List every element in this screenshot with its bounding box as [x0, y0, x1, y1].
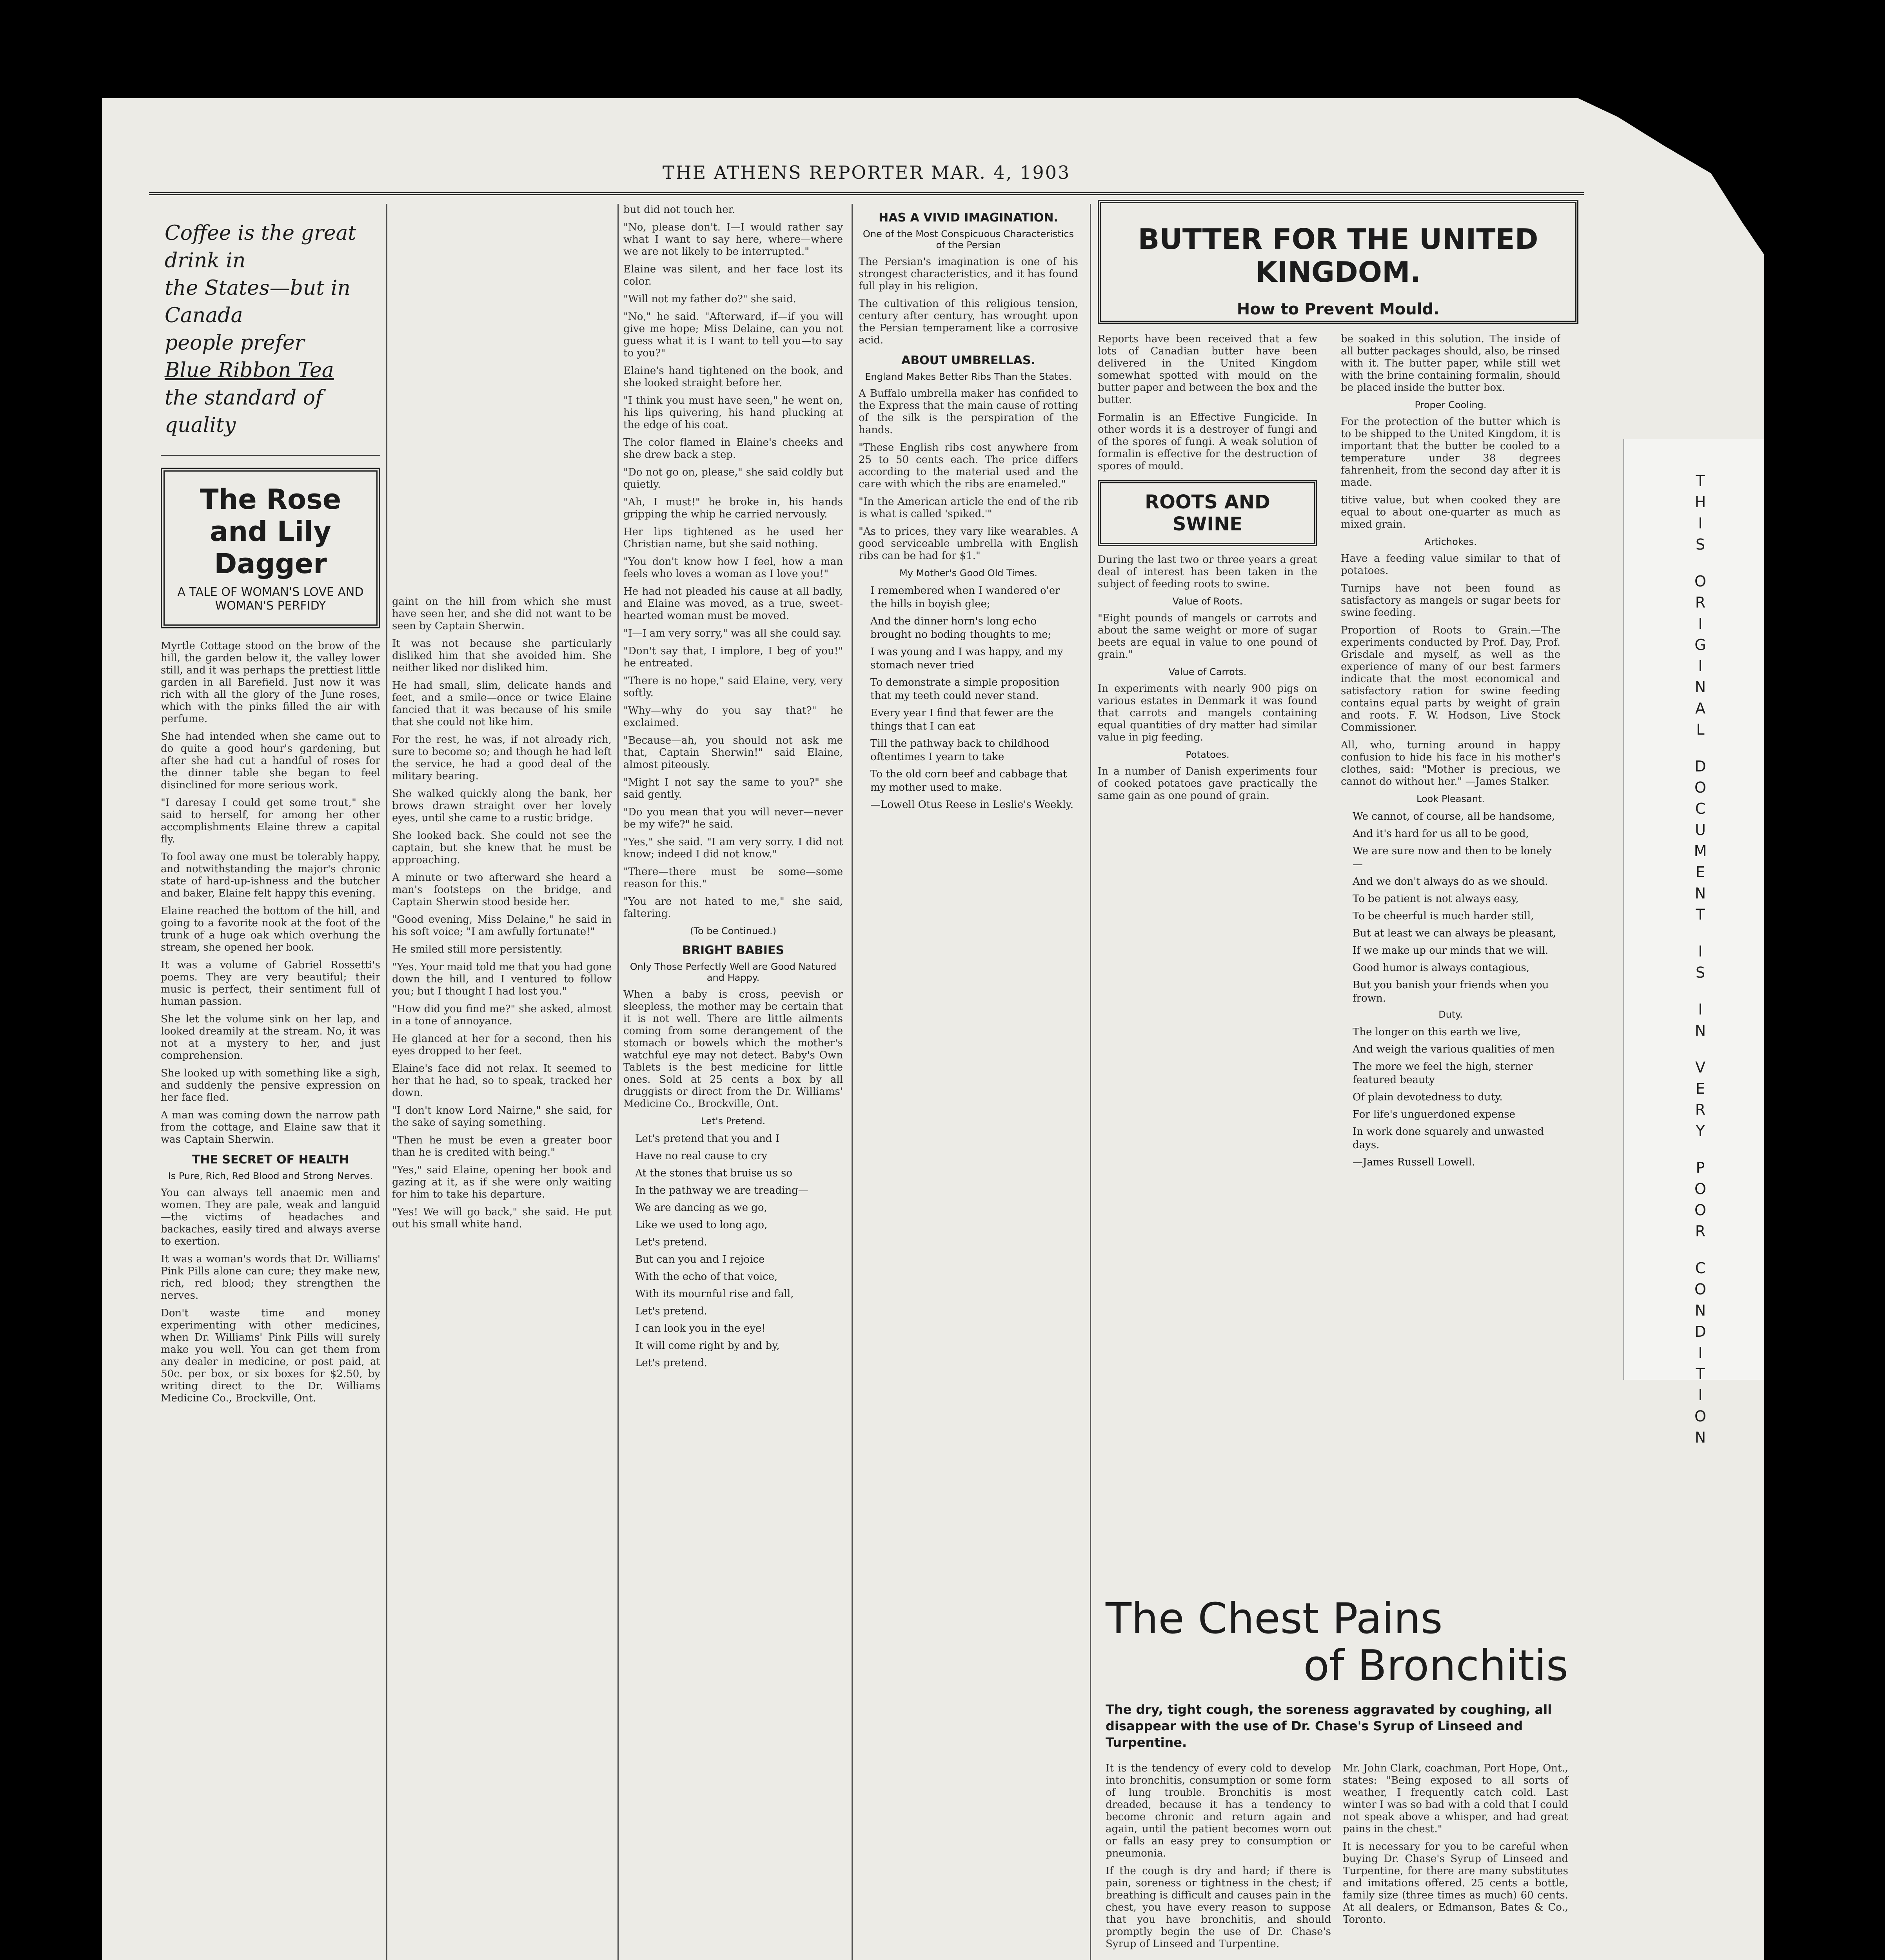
- poem-line: And the dinner horn's long echo brought no boding thoughts to me;: [870, 615, 1051, 641]
- poem-line: We cannot, of course, all be handsome,: [1353, 811, 1555, 822]
- poem-line: Let's pretend.: [635, 1236, 707, 1248]
- poem-line: Till the pathway back to childhood oftentimes I yearn to take: [870, 738, 1049, 763]
- butter-title-box: [1098, 200, 1578, 324]
- paragraph: The cultivation of this religious tension, century after century, has wrought upon the Persian temperament like a corrosive acid.: [859, 298, 1078, 346]
- paragraph: "Yes! We will go back," she said. He put out his small white hand.: [392, 1206, 612, 1230]
- poem-line: Have no real cause to cry: [635, 1150, 767, 1162]
- paragraph: "There is no hope," said Elaine, very, very softly.: [623, 675, 843, 699]
- poem-line: Let's pretend.: [635, 1357, 707, 1369]
- paragraph: During the last two or three years a great deal of interest has been taken in the subject of feeding roots to swine.: [1098, 554, 1317, 590]
- butter-subtitle: How to Prevent Mould.: [1237, 300, 1440, 318]
- paragraph: "Do you mean that you will never—never be my wife?" he said.: [623, 806, 843, 830]
- bronchitis-col-right: [1343, 1762, 1568, 1956]
- paragraph: A man was coming down the narrow path from the cottage, and Elaine saw that it was Captain Sherwin.: [161, 1109, 380, 1145]
- paragraph: Have a feeding value similar to that of potatoes.: [1341, 553, 1560, 577]
- notice-word: D O C U M E N T: [1694, 758, 1708, 923]
- column-5: [1098, 333, 1317, 1580]
- poem-line: I can look you in the eye!: [635, 1323, 766, 1334]
- ad-brand: Blue Ribbon Tea: [165, 359, 334, 382]
- newspaper-page: [102, 98, 1764, 1960]
- secret-health-headline: THE SECRET OF HEALTH: [192, 1153, 349, 1167]
- poem-line: We are dancing as we go,: [635, 1202, 767, 1214]
- poem-line: And we don't always do as we should.: [1353, 876, 1548, 887]
- old-times-title: My Mother's Good Old Times.: [899, 568, 1038, 579]
- paragraph: "Why—why do you say that?" he exclaimed.: [623, 705, 843, 729]
- paragraph: It is the tendency of every cold to develop into bronchitis, consumption or some form of lung trouble. Bronchitis is most dreaded, because it has a tendency to become chronic and return again and again, until the patient becomes worn out or falls an easy prey to consumption or pneumonia.: [1106, 1762, 1331, 1859]
- poem-line: To demonstrate a simple proposition that my teeth could never stand.: [870, 677, 1060, 702]
- paragraph: Myrtle Cottage stood on the brow of the hill, the garden below it, the valley lower still, and it was perhaps the prettiest little garden in all Barefield. Just now it was rich with all the glory of the June roses, which with the pinks filled the air with perfume.: [161, 640, 380, 725]
- poem-line: But you banish your friends when you frown.: [1353, 979, 1549, 1004]
- column-rule: [386, 204, 387, 1960]
- column-1: [161, 204, 380, 1960]
- paragraph: "Good evening, Miss Delaine," he said in his soft voice; "I am awfully fortunate!": [392, 914, 612, 938]
- paragraph: "How did you find me?" she asked, almost in a tone of annoyance.: [392, 1003, 612, 1027]
- poem-line: In work done squarely and unwasted days.: [1353, 1126, 1544, 1151]
- paragraph: "Yes," said Elaine, opening her book and gazing at it, as if she were only waiting for him to take his departure.: [392, 1164, 612, 1200]
- bronchitis-ad: [1106, 1595, 1568, 1956]
- poem-line: And weigh the various qualities of men: [1353, 1044, 1555, 1055]
- bronchitis-col-left: [1106, 1762, 1331, 1956]
- paragraph: "Because—ah, you should not ask me that, Captain Sherwin!" said Elaine, almost piteously.: [623, 735, 843, 771]
- paragraph: "Don't say that, I implore, I beg of you!" he entreated.: [623, 645, 843, 669]
- paragraph: "In the American article the end of the rib is what is called 'spiked.'": [859, 496, 1078, 520]
- paragraph: All, who, turning around in happy confusion to hide his face in his mother's clothes, said: "Mother is precious, we cannot do without her." —James Stalker.: [1341, 739, 1560, 788]
- notice-word: I N: [1694, 1001, 1707, 1039]
- poem-line: Good humor is always contagious,: [1353, 962, 1530, 974]
- ad-line: the standard of quality: [165, 386, 323, 437]
- paragraph: "No, please don't. I—I would rather say what I want to say here, where—where we are not likely to be interrupted.": [623, 221, 843, 258]
- paragraph: He had not pleaded his cause at all badly, and Elaine was moved, as a true, sweet-hearted woman must be moved.: [623, 586, 843, 622]
- paragraph: "As to prices, they vary like wearables. A good serviceable umbrella with English ribs can be had for $1.": [859, 526, 1078, 562]
- paragraph: She looked back. She could not see the captain, but she knew that he must be approaching.: [392, 830, 612, 866]
- paragraph: "Will not my father do?" she said.: [623, 293, 796, 305]
- paragraph: In experiments with nearly 900 pigs on various estates in Denmark it was found that carrots and mangels containing equal quantities of dry matter had similar value in pig feeding.: [1098, 683, 1317, 743]
- paragraph: Elaine was silent, and her face lost its color.: [623, 263, 843, 287]
- secret-health-subhead: Is Pure, Rich, Red Blood and Strong Nerves.: [168, 1171, 373, 1181]
- notice-word: C O N D I T I O N: [1694, 1259, 1707, 1446]
- bronchitis-title-line2: of Bronchitis: [1303, 1641, 1568, 1690]
- paragraph: "Eight pounds of mangels or carrots and about the same weight or more of sugar beets are equal in value to one pound of grain.": [1098, 612, 1317, 661]
- poem-line: At the stones that bruise us so: [635, 1167, 792, 1179]
- paragraph: When a baby is cross, peevish or sleepless, the mother may be certain that it is not well. There are little ailments coming from some derangement of the stomach or bowels which the mother's watchful eye may not detect. Baby's Own Tablets is the best medicine for little ones. Sold at 25 cents a box by all druggists or direct from the Dr. Williams' Medicine Co., Brockville, Ont.: [623, 989, 843, 1110]
- notice-word: O R I G I N A L: [1694, 573, 1707, 738]
- paragraph: Elaine's hand tightened on the book, and she looked straight before her.: [623, 365, 843, 389]
- poem-line: The longer on this earth we live,: [1353, 1026, 1521, 1038]
- ad-line: Coffee is the great drink in: [165, 221, 356, 272]
- poem-line: To be patient is not always easy,: [1353, 893, 1519, 905]
- poem-line: If we make up our minds that we will.: [1353, 945, 1549, 956]
- umbrellas-subhead: England Makes Better Ribs Than the States.: [865, 371, 1072, 382]
- paragraph: "I daresay I could get some trout," she said to herself, for among her other accomplishments Elaine threw a capital fly.: [161, 797, 380, 845]
- paragraph: Don't waste time and money experimenting with other medicines, when Dr. Williams' Pink Pills will surely make you well. You can get them from any dealer in medicine, or post paid, at 50c. per box, or six boxes for $2.50, by writing direct to the Dr. Williams Medicine Co., Brockville, Ont.: [161, 1307, 380, 1404]
- paragraph: She walked quickly along the bank, her brows drawn straight over her lovely eyes, until she came to a rustic bridge.: [392, 788, 612, 824]
- poem-line: In the pathway we are treading—: [635, 1185, 808, 1196]
- paragraph: He had small, slim, delicate hands and feet, and a smile—once or twice Elaine fancied that it was because of his smile that she could not like him.: [392, 680, 612, 728]
- paragraph: Her lips tightened as he used her Christian name, but she said nothing.: [623, 526, 843, 550]
- column-rule: [617, 204, 619, 1960]
- paragraph: "I—I am very sorry," was all she could say.: [623, 628, 842, 639]
- poem-line: —James Russell Lowell.: [1353, 1156, 1475, 1168]
- ad-line: the States—but in Canada: [165, 276, 350, 327]
- paragraph: "Might I not say the same to you?" she said gently.: [623, 777, 843, 800]
- poem-line: I remembered when I wandered o'er the hills in boyish glee;: [870, 585, 1060, 610]
- paragraph: "Then he must be even a greater boor than he is credited with being.": [392, 1134, 612, 1158]
- butter-title: BUTTER FOR THE UNITED KINGDOM.: [1138, 223, 1538, 289]
- paragraph: "I don't know Lord Nairne," she said, for the sake of saying something.: [392, 1105, 612, 1129]
- paragraph: Elaine reached the bottom of the hill, and going to a favorite nook at the foot of the trunk of a huge oak which overhung the stream, she opened her book.: [161, 905, 380, 953]
- blue-ribbon-tea-ad: [161, 204, 380, 456]
- notice-word: T H I S: [1694, 472, 1707, 553]
- paragraph: "Yes," she said. "I am very sorry. I did not know; indeed I did not know.": [623, 836, 843, 860]
- paragraph: You can always tell anaemic men and women. They are pale, weak and languid—the victims of headaches and backaches, easily tired and always averse to exertion.: [161, 1187, 380, 1247]
- column-rule: [852, 204, 853, 1960]
- paragraph: It was a volume of Gabriel Rossetti's poems. They are very beautiful; their music is perfect, their sentiment full of human passion.: [161, 959, 380, 1007]
- paragraph: A Buffalo umbrella maker has confided to the Express that the main cause of rotting of the silk is the perspiration of the hands.: [859, 388, 1078, 436]
- notice-word: P O O R: [1694, 1159, 1707, 1240]
- paragraph: It was a woman's words that Dr. Williams' Pink Pills alone can cure; they make new, rich, red blood; they strengthen the nerves.: [161, 1253, 380, 1301]
- column-2: [392, 204, 612, 1960]
- poem-line: Of plain devotedness to duty.: [1353, 1091, 1503, 1103]
- paragraph: Formalin is an Effective Fungicide. In other words it is a destroyer of fungi and of the spores of fungi. A weak solution of formalin is effective for the destruction of spores of mould.: [1098, 412, 1317, 472]
- poem-line: But at least we can always be pleasant,: [1353, 927, 1556, 939]
- paragraph: He glanced at her for a second, then his eyes dropped to her feet.: [392, 1033, 612, 1057]
- value-carrots-title: Value of Carrots.: [1168, 666, 1247, 677]
- paragraph: "There—there must be some—some reason for this.": [623, 866, 843, 890]
- paragraph: A minute or two afterward she heard a man's footsteps on the bridge, and Captain Sherwin stood beside her.: [392, 872, 612, 908]
- story-title: The Rose and Lily Dagger: [200, 483, 341, 580]
- paragraph: In a number of Danish experiments four of cooked potatoes gave practically the same gain as one pound of grain.: [1098, 766, 1317, 802]
- paragraph: "These English ribs cost anywhere from 25 to 50 cents each. The price differs according to the material used and the care with which the ribs are enameled.": [859, 442, 1078, 490]
- bright-babies-headline: BRIGHT BABIES: [682, 944, 784, 957]
- paragraph: titive value, but when cooked they are equal to about one-quarter as much as mixed grain.: [1341, 494, 1560, 530]
- poem-line: Like we used to long ago,: [635, 1219, 768, 1231]
- poem-line: With the echo of that voice,: [635, 1271, 778, 1283]
- poem-line: To the old corn beef and cabbage that my mother used to make.: [870, 768, 1067, 793]
- duty-poem: [1341, 1025, 1560, 1169]
- roots-swine-title: ROOTS AND SWINE: [1098, 480, 1317, 546]
- poem-line: Let's pretend.: [635, 1305, 707, 1317]
- paragraph: If the cough is dry and hard; if there is pain, soreness or tightness in the chest; if breathing is difficult and causes pain in the chest, you have every reason to suppose that you have bronchitis, and should promptly begin the use of Dr. Chase's Syrup of Linseed and Turpentine.: [1106, 1865, 1331, 1950]
- poem-line: The more we feel the high, sterner featured beauty: [1353, 1061, 1533, 1086]
- paragraph: "I think you must have seen," he went on, his lips quivering, his hand plucking at the edge of his coat.: [623, 395, 843, 431]
- rose-lily-title-box: [161, 468, 380, 628]
- column-rule: [1090, 204, 1091, 1960]
- poem-line: Every year I find that fewer are the things that I can eat: [870, 707, 1054, 732]
- poem-line: We are sure now and then to be lonely—: [1353, 845, 1552, 870]
- paragraph: "You don't know how I feel, how a man feels who loves a woman as I love you!": [623, 556, 843, 580]
- duty-title: Duty.: [1438, 1009, 1463, 1020]
- paragraph: For the rest, he was, if not already rich, sure to become so; and though he had left the service, he had a good deal of the military bearing.: [392, 734, 612, 782]
- paragraph: "Yes. Your maid told me that you had gone down the hill, and I ventured to follow you; but I thought I had lost you.": [392, 961, 612, 997]
- paragraph: gaint on the hill from which she must have seen her, and she did not want to be seen by Captain Sherwin.: [392, 596, 612, 632]
- look-pleasant-title: Look Pleasant.: [1416, 793, 1485, 804]
- poem-line: To be cheerful is much harder still,: [1353, 910, 1534, 922]
- paragraph: He smiled still more persistently.: [392, 944, 563, 955]
- column-6: [1341, 333, 1560, 1580]
- paragraph: Turnips have not been found as satisfactory as mangels or sugar beets for swine feeding.: [1341, 583, 1560, 619]
- paragraph: She had intended when she came out to do quite a good hour's gardening, but after she had cut a handful of roses for the dinner table she began to feel disinclined for more serious work.: [161, 731, 380, 791]
- paragraph: The color flamed in Elaine's cheeks and she drew back a step.: [623, 437, 843, 461]
- bright-babies-subhead: Only Those Perfectly Well are Good Natured and Happy.: [630, 961, 837, 983]
- vivid-imagination-headline: HAS A VIVID IMAGINATION.: [879, 211, 1058, 225]
- poem-line: Let's pretend that you and I: [635, 1133, 779, 1145]
- poor-condition-note: [1623, 439, 1764, 1446]
- vertical-notice: [1624, 470, 1764, 1464]
- potatoes-title: Potatoes.: [1186, 749, 1229, 760]
- proper-cooling-title: Proper Cooling.: [1415, 399, 1487, 410]
- old-times-poem: [859, 584, 1078, 811]
- poem-line: And it's hard for us all to be good,: [1353, 828, 1529, 840]
- story-subtitle: A TALE OF WOMAN'S LOVE AND WOMAN'S PERFIDY: [177, 585, 364, 613]
- poem-line: But can you and I rejoice: [635, 1254, 765, 1265]
- continued-note: (To be Continued.): [690, 926, 777, 936]
- umbrellas-headline: ABOUT UMBRELLAS.: [901, 354, 1035, 367]
- spacer: [392, 204, 612, 596]
- paragraph: Proportion of Roots to Grain.—The experiments conducted by Prof. Day, Prof. Grisdale and myself, as well as the experience of many of our best farmers indicate that the most economical and satisfactory ration for swine feeding contains equal parts by weight of grain and roots. F. W. Hodson, Live Stock Commissioner.: [1341, 624, 1560, 733]
- paragraph: "You are not hated to me," she said, faltering.: [623, 896, 843, 920]
- poem-line: For life's unguerdoned expense: [1353, 1109, 1515, 1120]
- poem-line: With its mournful rise and fall,: [635, 1288, 794, 1300]
- bronchitis-title-line1: The Chest Pains: [1106, 1594, 1443, 1643]
- paragraph: be soaked in this solution. The inside of all butter packages should, also, be rinsed with it. The butter paper, while still wet with the brine containing formalin, should be placed inside the butter box.: [1341, 333, 1560, 394]
- notice-word: V E R Y: [1695, 1059, 1707, 1140]
- notice-word: I S: [1695, 943, 1706, 981]
- paragraph: "Ah, I must!" he broke in, his hands gripping the whip he carried nervously.: [623, 496, 843, 520]
- look-pleasant-poem: [1341, 810, 1560, 1005]
- paragraph: To fool away one must be tolerably happy, and notwithstanding the major's chronic state of hard-up-ishness and the butcher and baker, Elaine felt happy this evening.: [161, 851, 380, 899]
- paragraph: She let the volume sink on her lap, and looked dreamily at the stream. No, it was not at a mystery to her, and just comprehension.: [161, 1013, 380, 1062]
- paragraph: Reports have been received that a few lots of Canadian butter have been delivered in the United Kingdom somewhat spotted with mould on the butter paper and between the box and the butter.: [1098, 333, 1317, 406]
- artichokes-title: Artichokes.: [1424, 536, 1477, 547]
- value-roots-title: Value of Roots.: [1172, 596, 1243, 607]
- column-4: [859, 204, 1078, 1960]
- paragraph: but did not touch her.: [623, 204, 735, 216]
- lets-pretend-poem: [623, 1132, 843, 1370]
- bronchitis-subhead: The dry, tight cough, the soreness aggravated by coughing, all disappear with the use of Dr. Chase's Syrup of Linseed and Turpentine.: [1106, 1702, 1552, 1750]
- paragraph: It is necessary for you to be careful when buying Dr. Chase's Syrup of Linseed and Turpentine, for there are many substitutes and imitations offered. 25 cents a bottle, family size (three times as much) 60 cents. At all dealers, or Edmanson, Bates & Co., Toronto.: [1343, 1841, 1568, 1926]
- vivid-imagination-subhead: One of the Most Conspicuous Characteristics of the Persian: [863, 229, 1074, 250]
- bronchitis-columns: [1106, 1762, 1568, 1956]
- column-3: [623, 204, 843, 1960]
- ad-line: people prefer: [165, 331, 305, 355]
- poem-line: —Lowell Otus Reese in Leslie's Weekly.: [870, 799, 1073, 811]
- paragraph: "No," he said. "Afterward, if—if you will give me hope; Miss Delaine, can you not guess what it is I want to tell you—to say to you?": [623, 311, 843, 359]
- poem-line: It will come right by and by,: [635, 1340, 780, 1352]
- paragraph: It was not because she particularly disliked him that she avoided him. She neither liked nor disliked him.: [392, 638, 612, 674]
- paragraph: Elaine's face did not relax. It seemed to her that he had, so to speak, tracked her down.: [392, 1063, 612, 1099]
- paragraph: For the protection of the butter which is to be shipped to the United Kingdom, it is important that the butter be cooled to a temperature under 38 degrees fahrenheit, from the second day after it is made.: [1341, 416, 1560, 488]
- paragraph: Mr. John Clark, coachman, Port Hope, Ont., states: "Being exposed to all sorts of weather, I frequently catch cold. Last winter I was so bad with a cold that I could not speak above a whisper, and had great pains in the chest.": [1343, 1762, 1568, 1835]
- paragraph: The Persian's imagination is one of his strongest characteristics, and it has found full play in his religion.: [859, 256, 1078, 292]
- lets-pretend-title: Let's Pretend.: [701, 1116, 766, 1127]
- poem-line: I was young and I was happy, and my stomach never tried: [870, 646, 1063, 671]
- paragraph: "Do not go on, please," she said coldly but quietly.: [623, 466, 843, 490]
- masthead: THE ATHENS REPORTER MAR. 4, 1903: [149, 157, 1584, 195]
- paragraph: She looked up with something like a sigh, and suddenly the pensive expression on her face fled.: [161, 1067, 380, 1103]
